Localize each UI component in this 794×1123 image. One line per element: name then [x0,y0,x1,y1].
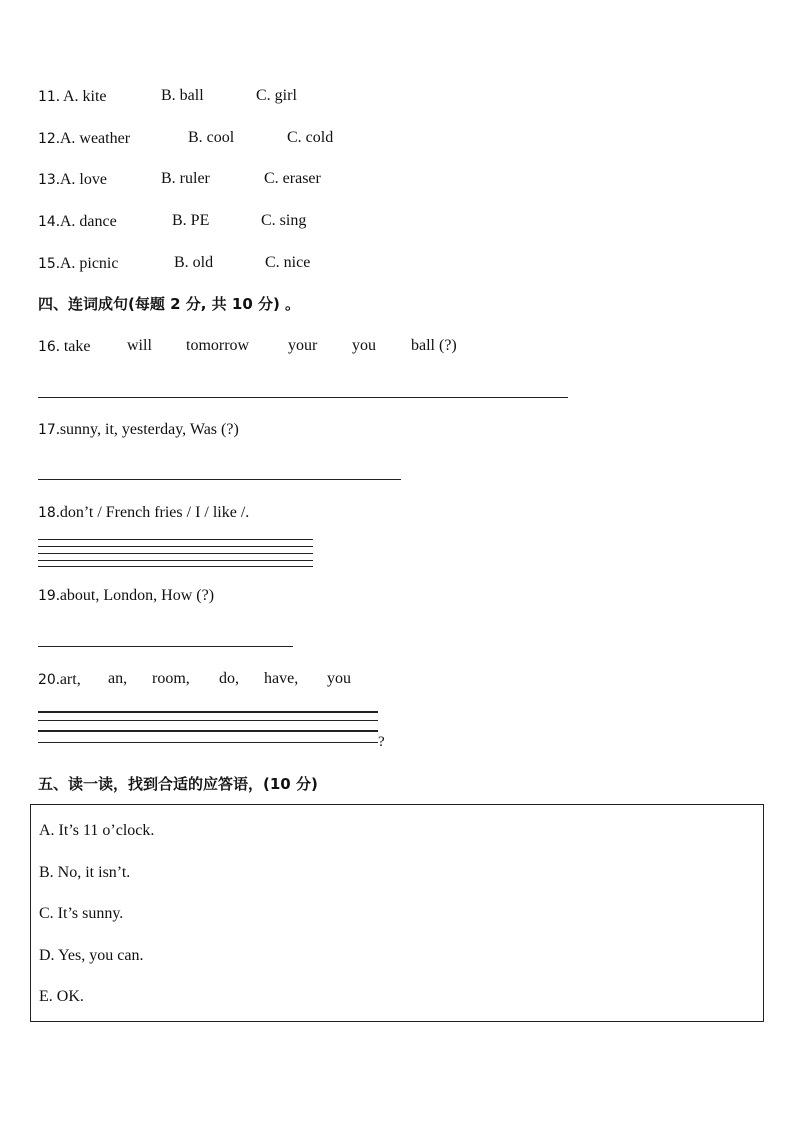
question-number: 14 [38,214,56,230]
answer-option-a: A. It’s 11 o’clock. [39,822,155,839]
question-11 [38,87,107,107]
question-number: 16 [38,339,56,355]
question-17 [38,420,239,440]
option-c: C. eraser [264,170,321,187]
answer-line[interactable] [38,539,313,540]
answer-line[interactable] [38,560,313,561]
word-item: an, [108,670,128,687]
question-19 [38,586,214,606]
word-item: room, [152,670,190,687]
question-number: 19 [38,588,56,604]
answer-line[interactable] [38,553,313,554]
answer-option-d: D. Yes, you can. [39,947,144,964]
section-5-heading: 五、读一读，找到合适的应答语，(10 分) [38,775,318,793]
option-b: B. cool [188,129,235,146]
question-15 [38,254,118,274]
answer-line[interactable] [38,397,568,398]
answer-line[interactable] [38,742,378,743]
answer-line[interactable] [38,546,313,547]
question-number: 12 [38,131,56,147]
option-a: . A. kite [55,88,107,105]
answer-line[interactable] [38,720,378,721]
answer-option-e: E. OK. [39,988,84,1005]
question-14 [38,212,117,232]
question-20 [38,670,81,690]
option-c: C. girl [256,87,297,104]
question-text: .don’t / French fries / I / like /. [55,504,250,521]
word-item: have, [264,670,299,687]
word-item: your [288,337,318,354]
question-13 [38,170,107,190]
answer-line[interactable] [38,711,378,713]
answer-option-c: C. It’s sunny. [39,905,124,922]
word-item: ball (?) [411,337,457,354]
answer-line[interactable] [38,730,378,732]
question-number: 18 [38,505,56,521]
question-number: 15 [38,256,56,272]
question-12 [38,129,130,149]
question-number: 11 [38,89,56,105]
answer-line[interactable] [38,566,313,567]
question-16 [38,337,90,357]
section-4-heading: 四、连词成句(每题 2 分, 共 10 分) 。 [38,295,301,313]
question-number: 13 [38,172,56,188]
answer-line[interactable] [38,646,293,647]
option-c: C. cold [287,129,334,146]
option-b: B. old [174,254,214,271]
question-mark: ? [378,734,385,750]
option-c: C. nice [265,254,311,271]
word-item: .art, [55,671,81,688]
question-18 [38,503,249,523]
word-item: you [327,670,351,687]
option-c: C. sing [261,212,307,229]
question-number: 20 [38,672,56,688]
option-a: .A. picnic [55,255,119,272]
word-item: will [127,337,152,354]
question-text: .about, London, How (?) [55,587,215,604]
option-b: B. ball [161,87,204,104]
answer-options-box [30,804,764,1022]
word-item: you [352,337,376,354]
option-b: B. ruler [161,170,210,187]
option-a: .A. dance [55,213,117,230]
option-b: B. PE [172,212,210,229]
answer-option-b: B. No, it isn’t. [39,864,131,881]
option-a: .A. weather [55,130,131,147]
word-item: . take [55,338,91,355]
question-text: .sunny, it, yesterday, Was (?) [55,421,239,438]
word-item: tomorrow [186,337,250,354]
option-a: .A. love [55,171,107,188]
question-number: 17 [38,422,56,438]
answer-line[interactable] [38,479,401,480]
word-item: do, [219,670,239,687]
